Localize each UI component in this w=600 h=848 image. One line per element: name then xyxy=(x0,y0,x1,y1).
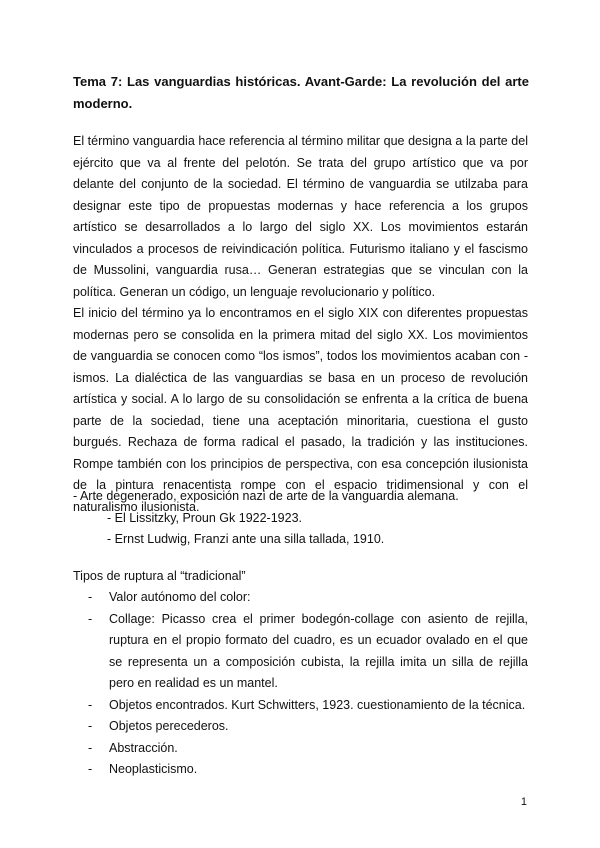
list-item xyxy=(73,695,528,717)
list-item-text: Objetos encontrados. Kurt Schwitters, 1923. cuestionamiento de la técnica. xyxy=(109,697,526,712)
list-item-text: Abstracción. xyxy=(109,740,178,755)
page-number: 1 xyxy=(520,796,527,808)
list-item-text: Neoplasticismo. xyxy=(109,762,198,776)
list-item xyxy=(73,716,528,738)
list-dash: - xyxy=(88,762,93,776)
list-item xyxy=(73,587,528,609)
example-ernst-ludwig: - Ernst Ludwig, Franzi ante una silla tallada, 1910. xyxy=(107,532,385,546)
paragraph-vanguard-definition: El término vanguardia hace referencia al término militar que designa a la parte del ejército que va al frente del pelotón. Se trata del grupo artístico que va por delante del conjunto de la sociedad. El término de vanguardia se utilzaba para designar este tipo de propuestas modernas y hace referencia a los grupos artístico se desarrollados a lo largo del siglo XX. Los movimientos estarán vinculados a procesos de reivindicación política. Futurismo italiano y el fascismo de Mussolini, vanguardia rusa… Generan estrategias que se vinculan con la política. Generan un código, un lenguaje revolucionario y político. xyxy=(73,134,528,299)
degenerate-art-line: - Arte degenerado, exposición nazi de arte de la vanguardia alemana. xyxy=(73,489,459,503)
rupture-heading: Tipos de ruptura al “tradicional” xyxy=(73,569,246,583)
example-lissitzky: - El Lissitzky, Proun Gk 1922-1923. xyxy=(107,511,302,525)
list-dash: - xyxy=(88,590,93,604)
list-item-text: Collage: Picasso crea el primer bodegón-collage con asiento de rejilla, ruptura en el propio formato del cuadro, es un ecuador ovalado en el que se representa un a composición cubista, la rejilla imita un silla de rejilla pero en realidad es un mantel. xyxy=(109,611,528,690)
paragraph-vanguard-origin: El inicio del término ya lo encontramos en el siglo XIX con diferentes propuestas modernas pero se consolida en la primera mitad del siglo XX. Los movimientos de vanguardia se conocen como “los ismos”, todos los movimientos acaban con -ismos. La dialéctica de las vanguardias se basa en un proceso de revolución artística y social. A lo largo de su consolidación se enfrenta a la crítica de buena parte de la sociedad, tiene una aceptación minoritaria, cuestiona el gusto burgués. Rechaza de forma radical el pasado, la tradición y las instituciones. Rompe también con los principios de perspectiva, con esa concepción ilusionista de la pintura renacentista rompe con el espacio tridimensional y con el naturalismo ilusionista. xyxy=(73,306,528,514)
list-dash: - xyxy=(88,697,93,712)
rupture-list xyxy=(73,587,528,781)
list-dash: - xyxy=(88,719,93,733)
list-item xyxy=(73,738,528,760)
list-dash: - xyxy=(88,611,93,626)
list-item-text: Valor autónomo del color: xyxy=(109,590,251,604)
list-item xyxy=(73,759,528,781)
document-title: Tema 7: Las vanguardias históricas. Avant-Garde: La revolución del arte moderno. xyxy=(73,74,529,111)
list-item xyxy=(73,609,528,695)
list-dash: - xyxy=(88,740,93,755)
list-item-text: Objetos perecederos. xyxy=(109,719,229,733)
